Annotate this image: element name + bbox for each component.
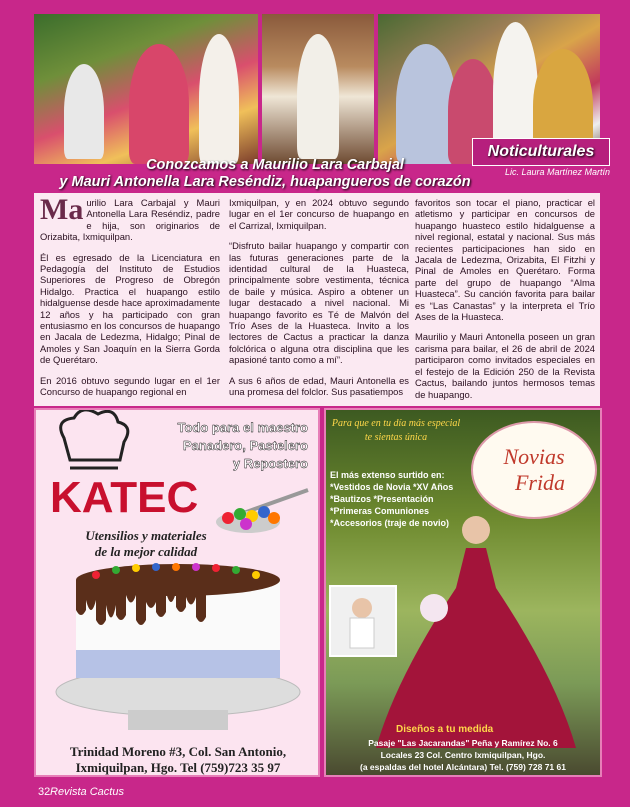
svg-text:*Accesorios (traje de novio): *Accesorios (traje de novio) bbox=[330, 518, 450, 528]
svg-text:El más extenso surtido en:: El más extenso surtido en: bbox=[330, 470, 445, 480]
svg-text:*Bautizos *Presentación: *Bautizos *Presentación bbox=[330, 494, 434, 504]
svg-text:Todo para el maestro: Todo para el maestro bbox=[177, 420, 308, 435]
tagline bbox=[177, 420, 308, 471]
svg-text:*Primeras Comuniones: *Primeras Comuniones bbox=[330, 506, 430, 516]
article-column-1 bbox=[40, 193, 220, 407]
svg-text:Ixmiquilpan, Hgo. Tel (759)72: Ixmiquilpan, Hgo. Tel (759)723 35 97 bbox=[75, 760, 281, 775]
svg-text:Para que en tu día más especia: Para que en tu día más especial bbox=[331, 418, 461, 429]
headline-line1: Conozcamos a Maurilio Lara Carbajal bbox=[146, 157, 404, 173]
svg-text:Pasaje "Las Jacarandas" Peña y: Pasaje "Las Jacarandas" Peña y Ramírez No. 6 bbox=[368, 738, 558, 748]
katec-ad-artwork bbox=[36, 410, 318, 775]
magazine-name: Revista Cactus bbox=[50, 786, 124, 798]
paragraph: favoritos son tocar el piano, practicar el atletismo y participar en concursos de huapango huasteco estilo hidalguense a nivel regional, estatal y nacional. Sus más recientes participaciones han sido en Jacala de Ledezma, Orizabita, El Fitzhi y Pinal de Amoles en Querétaro. Forma parte del grupo de huapango “Alma Huasteca”. Su canción favorita para bailar es “Las Canastas” y la interpreta el Trío Ases de la Huasteca. bbox=[415, 197, 595, 323]
bride-dress-image bbox=[376, 516, 576, 748]
custom-designs: Diseños a tu medida bbox=[396, 724, 494, 735]
svg-text:Frida: Frida bbox=[514, 470, 566, 495]
article-body bbox=[34, 193, 600, 406]
svg-text:de la mejor calidad: de la mejor calidad bbox=[94, 544, 198, 559]
dropcap: Ma bbox=[40, 193, 84, 226]
photo-man-dancing bbox=[262, 14, 374, 164]
svg-text:Utensilios y materiales: Utensilios y materiales bbox=[85, 528, 207, 543]
page-number: 32 bbox=[38, 786, 51, 798]
byline: Lic. Laura Martínez Martín bbox=[504, 167, 610, 177]
svg-text:Panadero, Pastelero: Panadero, Pastelero bbox=[183, 438, 308, 453]
section-title: Noticulturales bbox=[472, 138, 610, 166]
svg-text:*Vestidos de Novia *XV Años: *Vestidos de Novia *XV Años bbox=[330, 482, 454, 492]
frida-address bbox=[360, 738, 566, 772]
paragraph: Ixmiquilpan, y en 2024 obtuvo segundo lugar en el 1er concurso de huapango en el Carrizal, Ixmiquilpan. bbox=[229, 197, 409, 231]
svg-text:Trinidad Moreno #3, Col. San A: Trinidad Moreno #3, Col. San Antonio, bbox=[69, 744, 287, 759]
ad-katec[interactable] bbox=[34, 408, 320, 777]
svg-text:(a espaldas del hotel Alcántar: (a espaldas del hotel Alcántara) Tel. (759) 728 71 61 bbox=[360, 762, 566, 772]
headline-line2: y Mauri Antonella Lara Reséndiz, huapangueros de corazón bbox=[59, 174, 471, 190]
spoon-icon bbox=[216, 490, 308, 533]
chef-hat-icon bbox=[61, 410, 128, 468]
paragraph: A sus 6 años de edad, Mauri Antonella es una promesa del folclor. Sus pasatiempos bbox=[229, 374, 409, 398]
paragraph: Ma urilio Lara Carbajal y Mauri Antonella Lara Reséndiz, padre e hija, son originarios de Orizabita, Ixmiquilpan. bbox=[40, 193, 220, 243]
paragraph: “Disfruto bailar huapango y compartir con las futuras generaciones parte de la identidad cultural de la Huasteca, principalmente sobre vestimenta, técnica de baile y música. Aspiro a obtener un lugar destacado a nivel nacional. Mi huapango favorito es Té de Malvón del Trío Ases de la Huasteca. Invito a los lectores de Cactus a practicar la danza folclórica o alguna otra disciplina que les apasioné tanto como a mí”. bbox=[229, 240, 409, 366]
cake-image bbox=[56, 563, 300, 730]
slogan bbox=[331, 418, 461, 443]
paragraph: Él es egresado de la Licenciatura en Pedagogía del Instituto de Estudios Superiores de Progreso de Obregón Hidalgo. Practica el huapango estilo hidalguense desde hace aproximadamente 12 años y ha participado con gran entusiasmo en los concursos de huapango en Jacala de Ledezma, Hidalgo; Pinal de Amoles y San Joaquín en la Sierra Gorda de Querétaro. bbox=[40, 251, 220, 366]
katec-address bbox=[70, 744, 286, 775]
svg-text:Locales 23 Col. Centro Ixmiqui: Locales 23 Col. Centro Ixmiquilpan, Hgo. bbox=[380, 750, 546, 760]
ad-novias-frida[interactable] bbox=[324, 408, 602, 777]
article-column-2 bbox=[229, 197, 409, 407]
subtitle bbox=[85, 528, 206, 559]
frida-ad-artwork bbox=[326, 410, 600, 775]
paragraph: Maurilio y Mauri Antonella poseen un gran carisma para bailar, el 26 de abril de 2024 participaron como invitados especiales en el festejo de la Edición 250 de la Revista Cactus, bailando juntos hermosos temas de huapango. bbox=[415, 331, 595, 400]
photo-children-dancing bbox=[34, 14, 258, 164]
svg-text:y Repostero: y Repostero bbox=[232, 456, 308, 471]
svg-text:te sientas única: te sientas única bbox=[364, 432, 428, 443]
services-list bbox=[330, 470, 453, 528]
katec-logo: KATEC bbox=[50, 473, 199, 522]
svg-text:Novias: Novias bbox=[503, 444, 565, 469]
baby-photo bbox=[330, 586, 396, 656]
paragraph: En 2016 obtuvo segundo lugar en el 1er Concurso de huapango regional en bbox=[40, 374, 220, 398]
article-column-3 bbox=[415, 197, 595, 409]
